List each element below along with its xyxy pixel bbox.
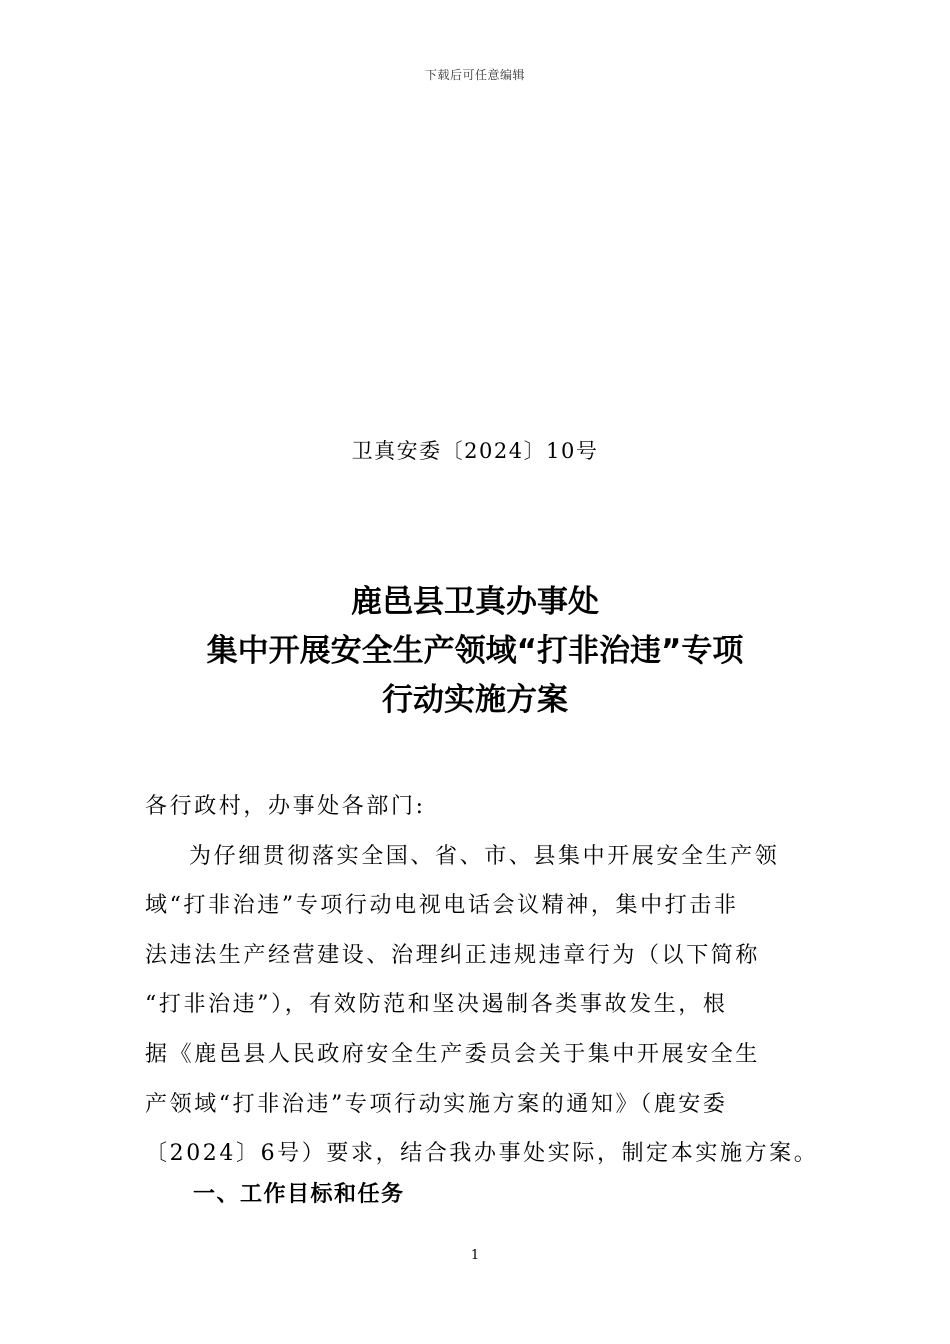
paragraph-line: 产领域“打非治违”专项行动实施方案的通知》（鹿安委: [145, 1091, 728, 1117]
document-title: [0, 578, 950, 725]
title-line: 行动实施方案: [382, 682, 568, 718]
title-line: 鹿邑县卫真办事处: [351, 584, 599, 620]
title-line: 集中开展安全生产领域“打非治违”专项: [206, 633, 744, 669]
paragraph-line: 域“打非治违”专项行动电视电话会议精神，集中打击非: [145, 893, 739, 919]
paragraph-line: 〔2024〕6号）要求，结合我办事处实际，制定本实施方案。: [145, 1141, 819, 1167]
paragraph-line: 据《鹿邑县人民政府安全生产委员会关于集中开展安全生: [145, 1041, 761, 1067]
paragraph-line: 法违法生产经营建设、治理纠正违规违章行为（以下简称: [145, 942, 761, 968]
section-heading: 一、工作目标和任务: [193, 1182, 405, 1207]
document-number: 卫真安委〔2024〕10号: [351, 439, 599, 463]
salutation: 各行政村，办事处各部门:: [145, 794, 426, 819]
page-number: 1: [470, 1248, 480, 1263]
paragraph-line: “打非治违”），有效防范和坚决遏制各类事故发生，根: [145, 992, 728, 1018]
body-text: [145, 782, 819, 1179]
header-note: 下载后可任意编辑: [424, 68, 525, 82]
paragraph-line: 为仔细贯彻落实全国、省、市、县集中开展安全生产领: [189, 843, 780, 869]
